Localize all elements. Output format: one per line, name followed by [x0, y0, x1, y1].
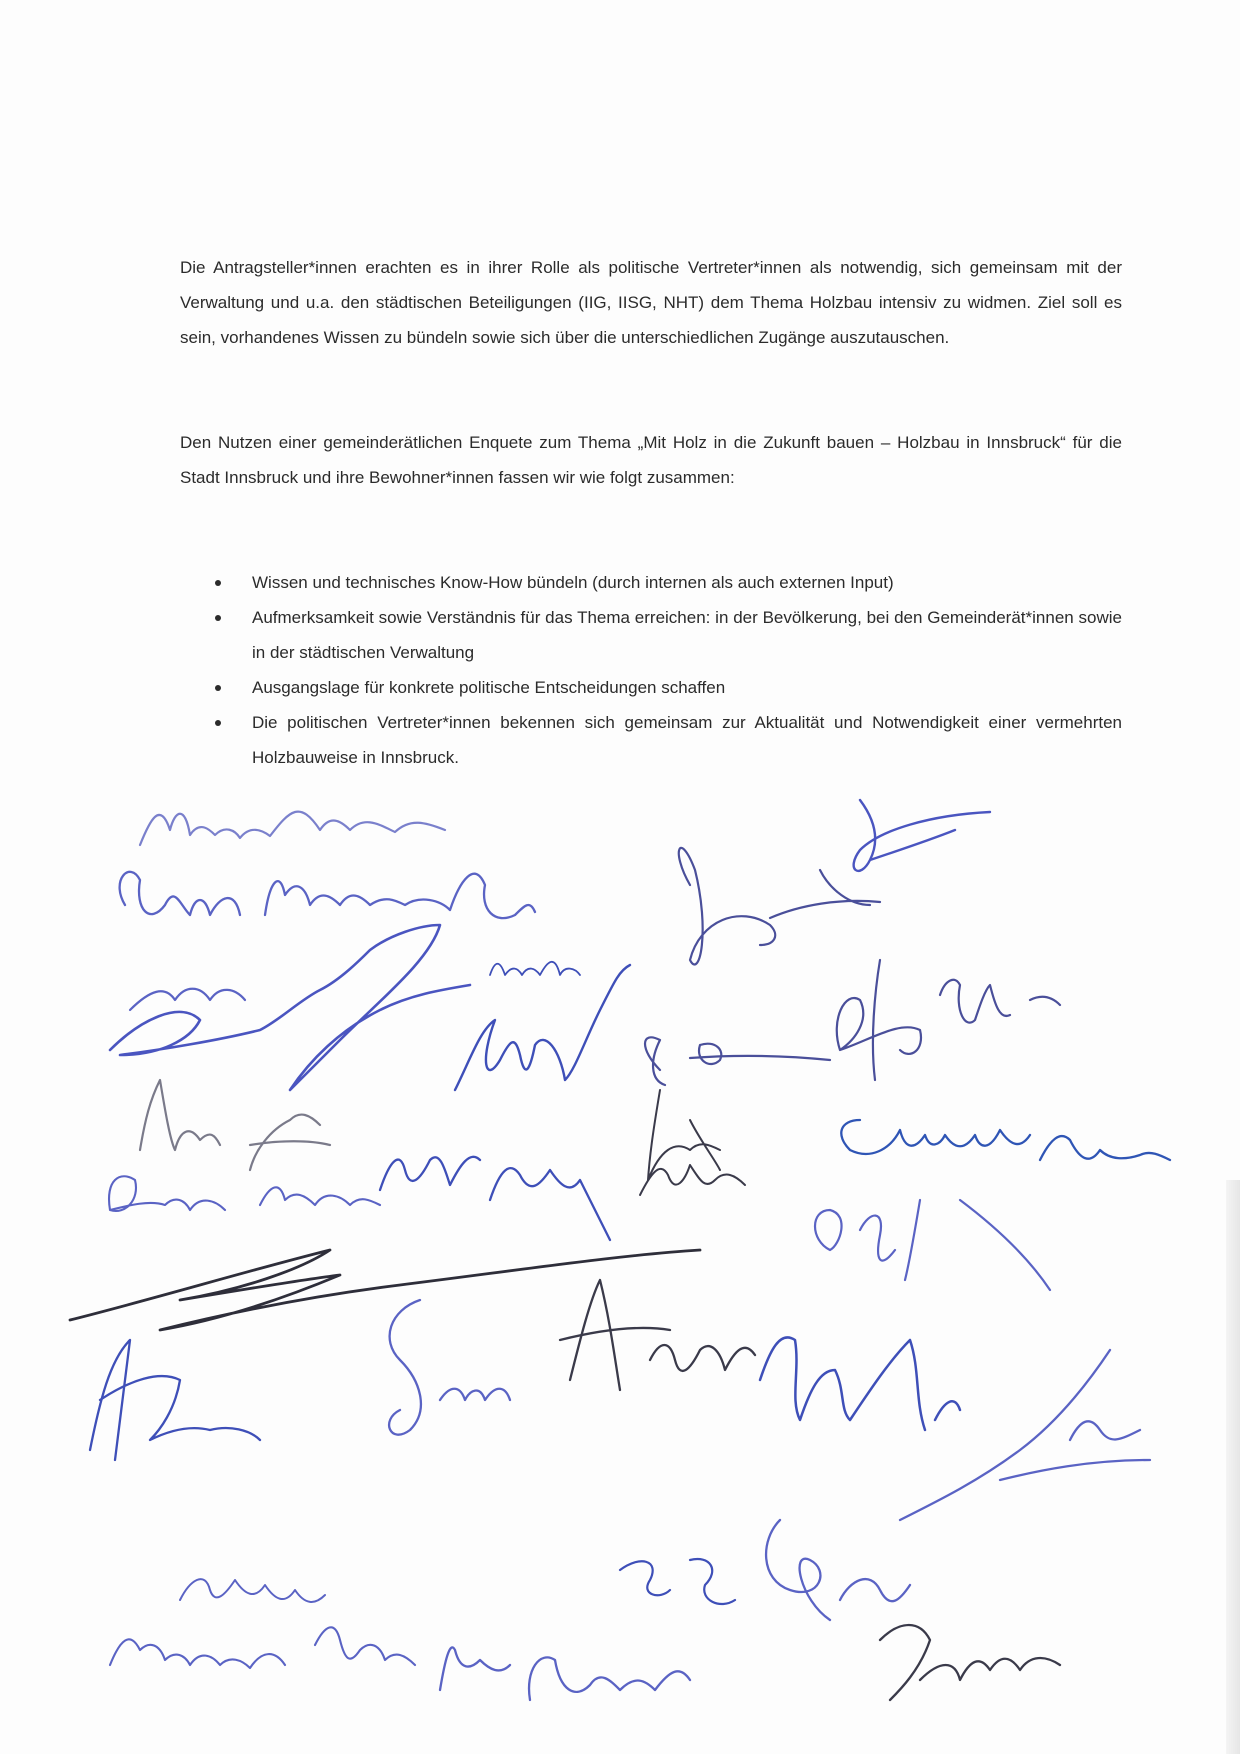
bullet-icon: [215, 615, 221, 621]
bullet-icon: [215, 720, 221, 726]
signature-top-right: [854, 800, 990, 871]
list-item-text: Aufmerksamkeit sowie Verständnis für das Thema erreichen: in der Bevölkerung, bei den Gemeinderät*innen sowie in der städtischen Verwaltung: [252, 608, 1122, 662]
signature-agi: [815, 1200, 1050, 1290]
signature-center-tall: [455, 965, 630, 1090]
paragraph-intro: Die Antragsteller*innen erachten es in ihrer Rolle als politische Vertreter*innen als notwendig, sich gemeinsam mit der Verwaltung und u.a. den städtischen Beteiligungen (IIG, IISG, NHT) dem Thema Holzbau intensiv zu widmen. Ziel soll es sein, vorhandenes Wissen zu bündeln sowie sich über die unterschiedlichen Zugänge auszutauschen.: [180, 258, 1122, 347]
signature-dejan-lukovic: [109, 1176, 380, 1211]
signature-crossed-strokes: [70, 1250, 700, 1330]
signature-coiled: [766, 1520, 910, 1620]
signature-mid-long: [648, 1090, 720, 1180]
list-item: [210, 705, 1122, 775]
signature-arrow-stroke: [110, 925, 470, 1090]
signature-bandl: [490, 962, 580, 975]
signature-mel-sellung: [380, 1157, 610, 1240]
bullet-icon: [215, 580, 221, 586]
signature-lochmann-walter: [440, 1647, 690, 1700]
signature-marcela-duftner: [140, 812, 445, 845]
list-item-text: Die politischen Vertreter*innen bekennen sich gemeinsam zur Aktualität und Notwendigkeit einer vermehrten Holzbauweise in Innsbruck.: [252, 713, 1122, 767]
list-item: [210, 670, 1122, 705]
signatures-area: [0, 780, 1240, 1754]
signature-sona: [389, 1300, 510, 1435]
list-item-text: Ausgangslage für konkrete politische Entscheidungen schaffen: [252, 678, 726, 697]
signature-e-line: [645, 1037, 830, 1085]
signature-renate-krammer-stark: [120, 872, 535, 918]
signature-slanted-left: [140, 1080, 330, 1170]
signature-squiggle-left: [130, 989, 245, 1010]
signature-butch-bale: [180, 1579, 325, 1602]
signature-dirka: [640, 1165, 745, 1195]
bullet-icon: [215, 685, 221, 691]
benefits-list: [210, 565, 1122, 775]
signature-ulrich: [760, 1337, 960, 1430]
signature-theresa-riegler: [110, 1627, 415, 1668]
signature-christoph-kaufmann: [841, 1120, 1170, 1160]
signature-39: [620, 1559, 735, 1604]
signature-walter: [880, 1625, 1060, 1700]
list-item: [210, 600, 1122, 670]
list-item: [210, 565, 1122, 600]
signature-long-swoop: [900, 1350, 1150, 1520]
signature-hugo-will: [837, 960, 1060, 1080]
signature-relle: [560, 1280, 755, 1390]
signature-harm: [90, 1340, 260, 1460]
signature-loop-center: [679, 848, 880, 965]
list-item-text: Wissen und technisches Know-How bündeln (durch internen als auch externen Input): [252, 573, 894, 592]
scanned-page-edge: [1226, 1180, 1240, 1754]
paragraph-benefits: Den Nutzen einer gemeinderätlichen Enquete zum Thema „Mit Holz in die Zukunft bauen – Holzbau in Innsbruck“ für die Stadt Innsbruck und ihre Bewohner*innen fassen wir wie folgt zusammen:: [180, 433, 1122, 487]
